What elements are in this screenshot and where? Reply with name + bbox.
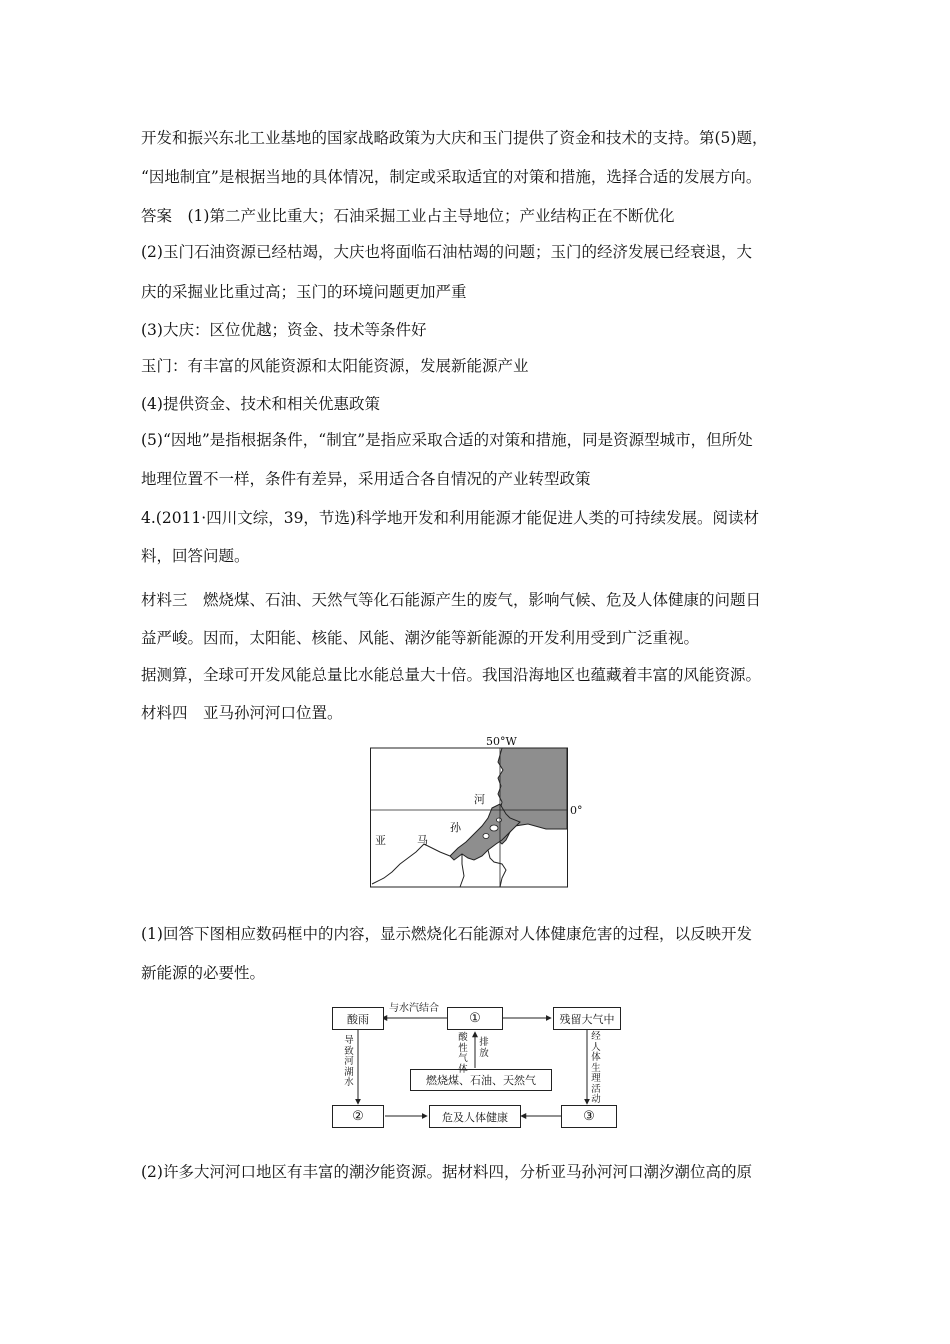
map-drawing xyxy=(370,736,570,890)
box-1: ① xyxy=(447,1007,503,1030)
question-4-line-2: 料，回答问题。 xyxy=(141,547,250,565)
question-2-line: (2)许多大河河口地区有丰富的潮汐能资源。据材料四，分析亚马孙河河口潮汐潮位高的原 xyxy=(141,1163,752,1181)
residual-atmosphere-box: 残留大气中 xyxy=(553,1007,621,1030)
material-3-line-2: 益严峻。因而，太阳能、核能、风能、潮汐能等新能源的开发利用受到广泛重视。 xyxy=(141,629,700,647)
flow-diagram xyxy=(325,998,625,1134)
acid-gas-label: 酸性气体 xyxy=(458,1032,468,1075)
latitude-label: 0° xyxy=(570,804,583,817)
text-line-8: (4)提供资金、技术和相关优惠政策 xyxy=(141,395,380,413)
answer-line: 答案 (1)第二产业比重大；石油采掘工业占主导地位；产业结构正在不断优化 xyxy=(141,207,675,225)
text-line-9: (5)“因地”是指根据条件，“制宜”是指应采取合适的对策和措施，同是资源型城市，但所处 xyxy=(141,431,753,449)
question-1-line-1: (1)回答下图相应数码框中的内容，显示燃烧化石能源对人体健康危害的过程，以反映开发 xyxy=(141,925,752,943)
text-line-4: (2)玉门石油资源已经枯竭，大庆也将面临石油枯竭的问题；玉门的经济发展已经衰退，大 xyxy=(141,243,752,261)
box-2: ② xyxy=(332,1105,384,1128)
text-line-2: “因地制宜”是根据当地的具体情况，制定或采取适宜的对策和措施，选择合适的发展方向。 xyxy=(141,168,762,186)
amazon-estuary-map xyxy=(370,735,583,890)
material-3-line-3: 据测算，全球可开发风能总量比水能总量大十倍。我国沿海地区也蕴藏着丰富的风能资源。 xyxy=(141,666,762,684)
text-line-1: 开发和振兴东北工业基地的国家战略政策为大庆和玉门提供了资金和技术的支持。第(5)题， xyxy=(141,129,768,147)
river-char-2: 马 xyxy=(417,834,428,847)
text-line-10: 地理位置不一样，条件有差异，采用适合各自情况的产业转型政策 xyxy=(141,470,591,488)
human-health-box: 危及人体健康 xyxy=(429,1105,521,1128)
material-4-line: 材料四 亚马孙河河口位置。 xyxy=(141,704,343,722)
river-char-1: 亚 xyxy=(375,834,386,847)
text-line-5: 庆的采掘业比重过高；玉门的环境问题更加严重 xyxy=(141,283,467,301)
emit-label: 排放 xyxy=(479,1037,489,1059)
text-line-7: 玉门：有丰富的风能资源和太阳能资源，发展新能源产业 xyxy=(141,357,529,375)
burning-fuel-box: 燃烧煤、石油、天然气 xyxy=(410,1069,552,1091)
material-3-line-1: 材料三 燃烧煤、石油、天然气等化石能源产生的废气，影响气候、危及人体健康的问题日 xyxy=(141,591,762,609)
combine-water-label: 与水汽结合 xyxy=(389,1003,439,1014)
question-4-line-1: 4.(2011·四川文综，39，节选)科学地开发和利用能源才能促进人类的可持续发展。阅读材 xyxy=(141,509,759,527)
acid-rain-box: 酸雨 xyxy=(332,1007,384,1030)
physiological-label: 经人体生理活动 xyxy=(591,1031,601,1105)
river-char-3: 孙 xyxy=(450,821,461,834)
lake-acid-label: 导致河湖水 xyxy=(344,1035,354,1088)
river-char-4: 河 xyxy=(474,793,485,806)
question-1-line-2: 新能源的必要性。 xyxy=(141,964,266,982)
longitude-label: 50°W xyxy=(486,735,517,748)
text-line-6: (3)大庆：区位优越；资金、技术等条件好 xyxy=(141,321,427,339)
box-3: ③ xyxy=(561,1105,617,1128)
